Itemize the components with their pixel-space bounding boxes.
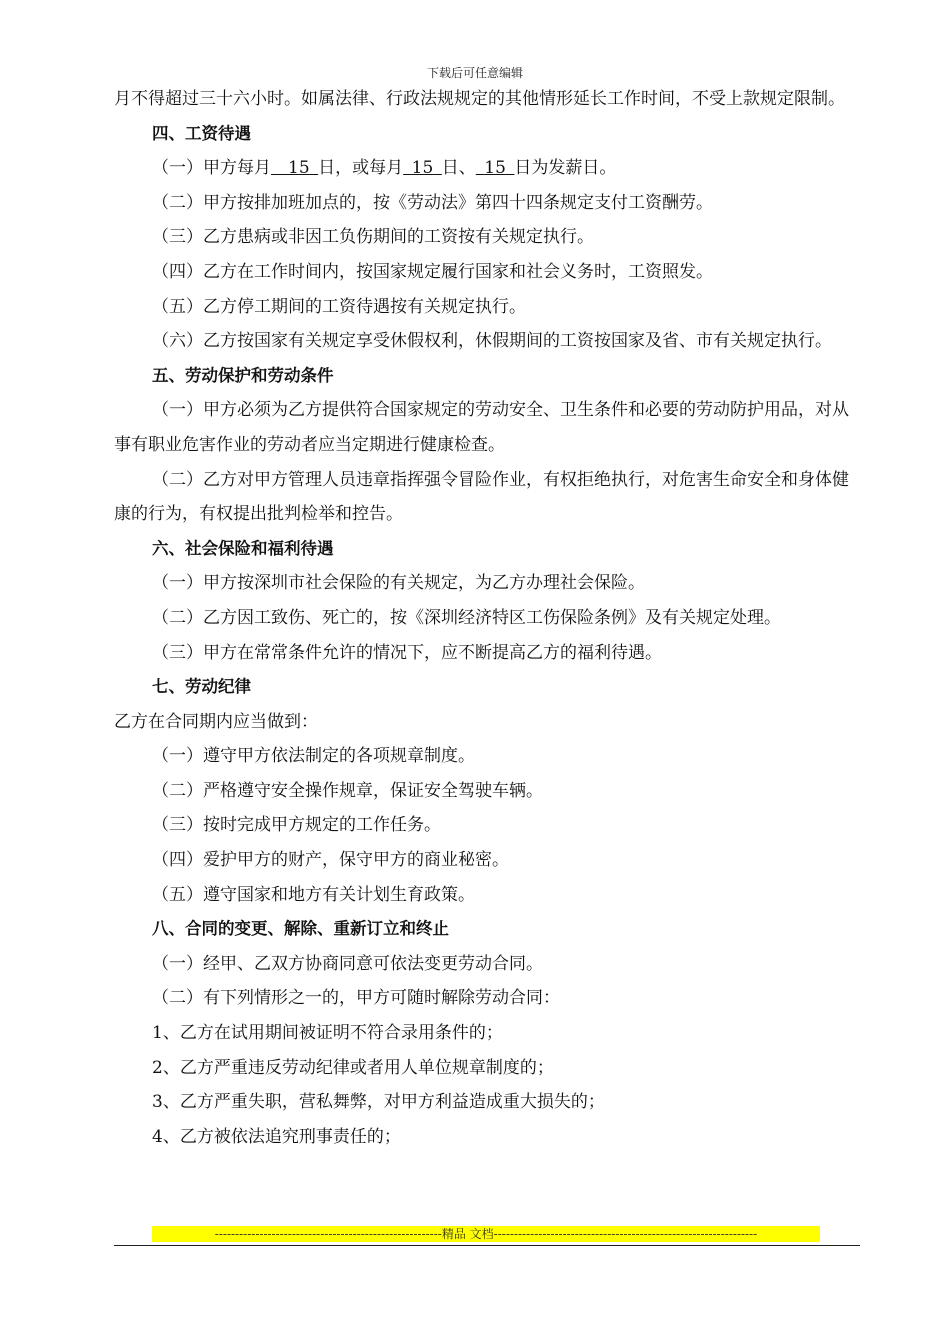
clause-4-4: （四）乙方在工作时间内，按国家规定履行国家和社会义务时，工资照发。 [152,261,713,282]
section-heading-7: 七、劳动纪律 [152,677,251,697]
list-item-4: 4、乙方被依法追究刑事责任的； [152,1126,401,1147]
header-note: 下载后可任意编辑 [426,66,523,80]
section-heading-5: 五、劳动保护和劳动条件 [152,365,334,385]
clause-4-5: （五）乙方停工期间的工资待遇按有关规定执行。 [152,296,526,317]
clause-4-3: （三）乙方患病或非因工负伤期间的工资按有关规定执行。 [152,227,594,248]
document-body [114,82,860,1154]
clause-7-4: （四）爱护甲方的财产，保守甲方的商业秘密。 [152,850,509,871]
clause-5-1: （一）甲方必须为乙方提供符合国家规定的劳动安全、卫生条件和必要的劳动防护用品，对从事有职业危害作业的劳动者应当定期进行健康检查。 [114,400,849,455]
footer-band: --------------------------------------------------------精品 文档----------------------------------------------------------------- [152,1226,820,1242]
payday-blank-2: 15 [411,158,434,179]
paragraph-continued: 月不得超过三十六小时。如属法律、行政法规规定的其他情形延长工作时间，不受上款规定限制。 [114,89,845,109]
clause-7-3: （三）按时完成甲方规定的工作任务。 [152,815,441,836]
clause-5-2: （二）乙方对甲方管理人员违章指挥强令冒险作业，有权拒绝执行，对危害生命安全和身体健康的行为，有权提出批判检举和控告。 [114,469,849,525]
section-heading-8: 八、合同的变更、解除、重新订立和终止 [152,919,449,939]
clause-4-1: （一）甲方每月 15 日，或每月 15 日、 15 日为发薪日。 [152,158,617,179]
payday-blank-1: 15 [288,158,310,179]
payday-blank-3: 15 [484,158,506,179]
clause-7-intro: 乙方在合同期内应当做到： [114,711,318,732]
section-heading-6: 六、社会保险和福利待遇 [152,538,334,558]
list-item-2: 2、乙方严重违反劳动纪律或者用人单位规章制度的； [152,1057,554,1078]
clause-8-1: （一）经甲、乙双方协商同意可依法变更劳动合同。 [152,953,543,974]
list-item-1: 1、乙方在试用期间被证明不符合录用条件的； [152,1023,503,1044]
clause-7-5: （五）遵守国家和地方有关计划生育政策。 [152,884,475,905]
clause-8-2: （二）有下列情形之一的，甲方可随时解除劳动合同： [152,988,560,1009]
footer-divider [114,1245,860,1246]
clause-7-1: （一）遵守甲方依法制定的各项规章制度。 [152,746,475,767]
clause-6-1: （一）甲方按深圳市社会保险的有关规定，为乙方办理社会保险。 [152,573,645,594]
clause-6-2: （二）乙方因工致伤、死亡的，按《深圳经济特区工伤保险条例》及有关规定处理。 [152,607,781,628]
section-heading-4: 四、工资待遇 [152,123,251,143]
clause-4-6: （六）乙方按国家有关规定享受休假权利，休假期间的工资按国家及省、市有关规定执行。 [152,331,832,352]
list-item-3: 3、乙方严重失职，营私舞弊，对甲方利益造成重大损失的； [152,1092,605,1113]
clause-6-3: （三）甲方在常常条件允许的情况下，应不断提高乙方的福利待遇。 [152,642,662,663]
clause-4-2: （二）甲方按排加班加点的，按《劳动法》第四十四条规定支付工资酬劳。 [152,192,713,213]
clause-7-2: （二）严格遵守安全操作规章，保证安全驾驶车辆。 [152,780,543,801]
